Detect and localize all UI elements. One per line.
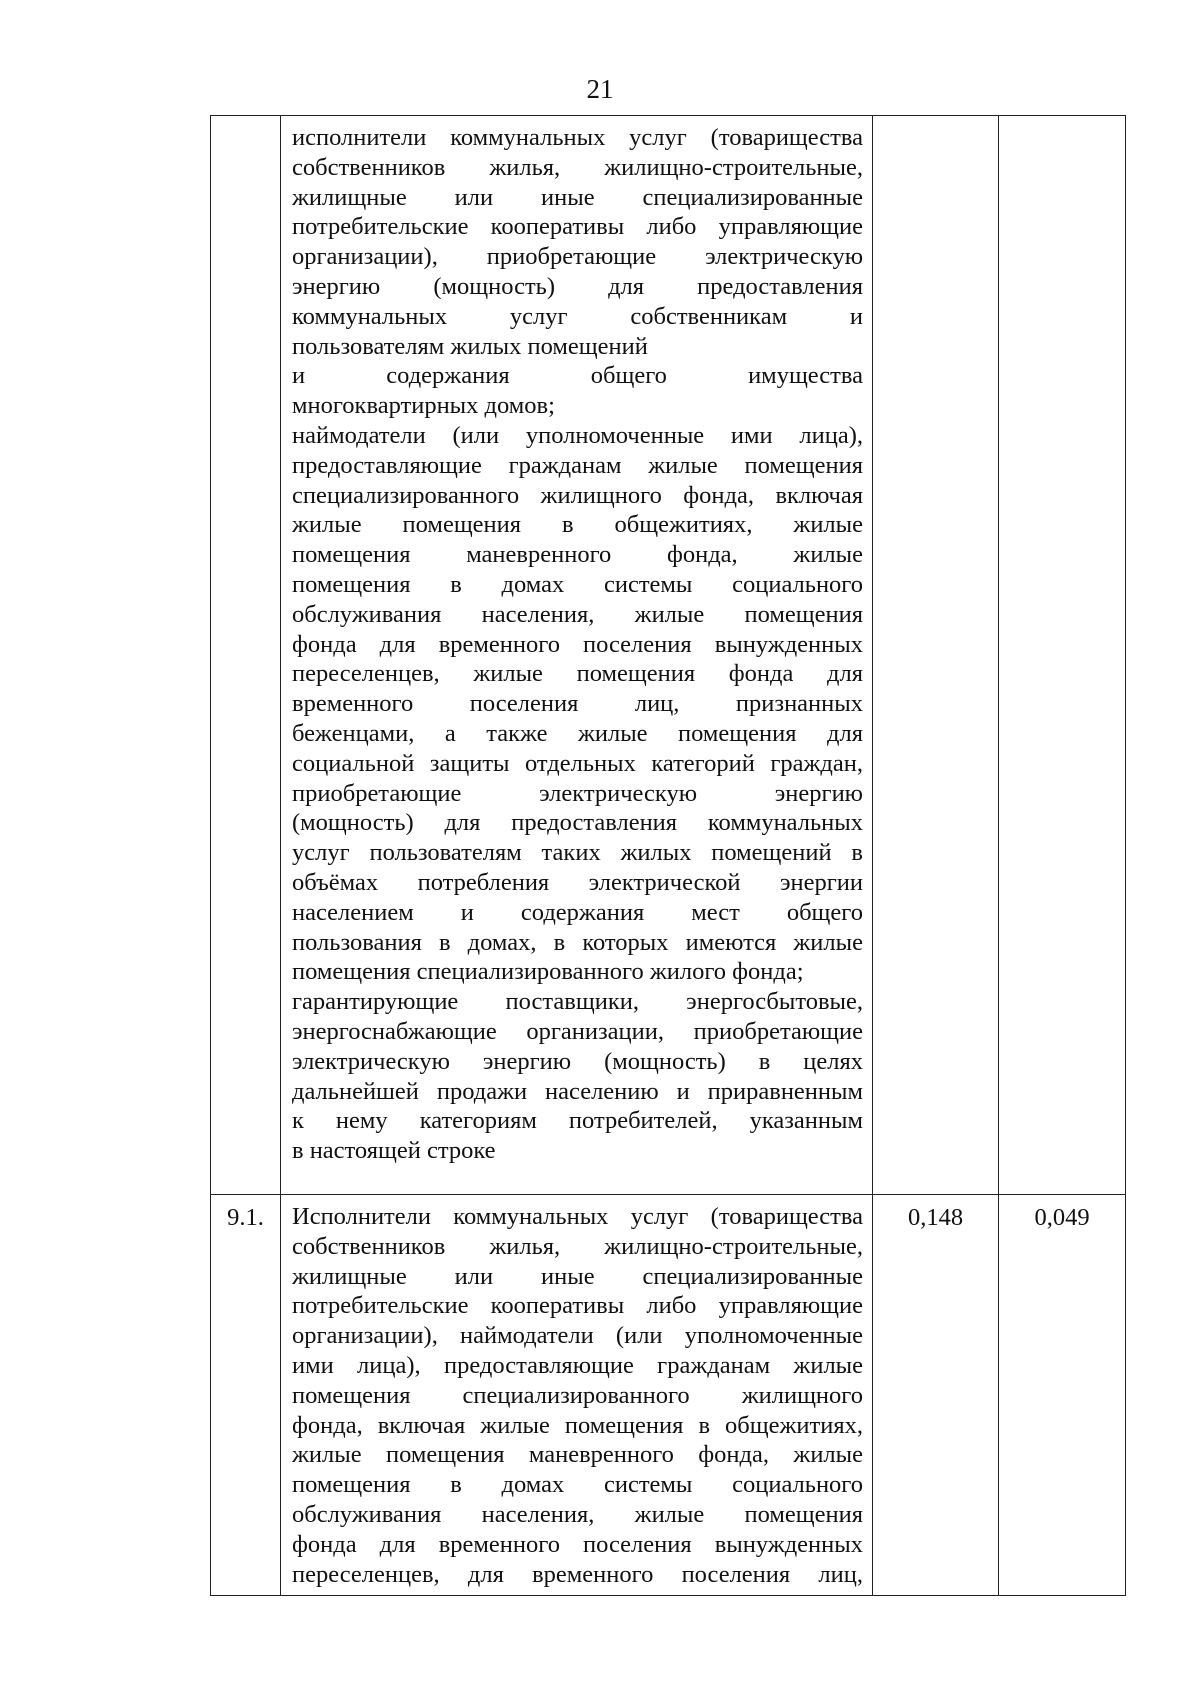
description-line: энергоснабжающие организации, приобретающие — [292, 1017, 863, 1045]
description-line: потребительские кооперативы либо управляющие — [292, 1292, 863, 1320]
description-line: беженцами, а также жилые помещения для — [292, 719, 863, 747]
description-line: объёмах потребления электрической энергии — [292, 868, 863, 896]
description-line: жилые помещения в общежитиях, жилые — [292, 511, 863, 539]
description-line: Исполнители коммунальных услуг (товарищества — [292, 1203, 863, 1230]
description-line: в настоящей строке — [292, 1137, 496, 1165]
description-line: гарантирующие поставщики, энергосбытовые, — [292, 988, 863, 1016]
tariff-table — [210, 115, 1126, 1596]
description-line: фонда, включая жилые помещения в общежитиях, — [292, 1411, 863, 1439]
description-line: потребительские кооперативы либо управляющие — [292, 213, 863, 241]
description-line: помещения специализированного жилого фонда; — [292, 958, 804, 986]
description-line: пользования в домах, в которых имеются жилые — [292, 928, 863, 956]
description-line: наймодатели (или уполномоченные ими лица), — [292, 421, 863, 449]
description-line: собственников жилья, жилищно-строительные, — [292, 153, 863, 181]
description-line: приобретающие электрическую энергию — [292, 779, 863, 807]
description-line: предоставляющие гражданам жилые помещения — [292, 451, 863, 479]
description-line: дальнейшей продажи населению и приравненным — [292, 1077, 863, 1105]
description-line: обслуживания населения, жилые помещения — [292, 1500, 863, 1528]
description-line: собственников жилья, жилищно-строительные, — [292, 1232, 863, 1260]
row-number-cell: 9.1. — [211, 1195, 281, 1596]
value-1-cell: 0,148 — [873, 1195, 999, 1596]
description-line: социальной защиты отдельных категорий граждан, — [292, 749, 863, 777]
description-line: электрическую энергию (мощность) в целях — [292, 1047, 863, 1075]
page-number: 21 — [586, 74, 614, 104]
description-line: переселенцев, для временного поселения лиц, — [292, 1560, 863, 1588]
description-line: услуг пользователям таких жилых помещений в — [292, 839, 863, 867]
description-line: жилищные или иные специализированные — [292, 183, 863, 211]
description-line: помещения специализированного жилищного — [292, 1381, 863, 1409]
description-line: населением и содержания мест общего — [292, 898, 863, 926]
value-1-cell — [873, 116, 999, 1195]
description-line: и содержания общего имущества — [292, 362, 863, 390]
description-line: жилищные или иные специализированные — [292, 1262, 863, 1290]
description-line: помещения в домах системы социального — [292, 570, 863, 598]
description-line: многоквартирных домов; — [292, 392, 555, 420]
row-description-cell — [281, 1195, 873, 1596]
description-line: ими лица), предоставляющие гражданам жилые — [292, 1351, 863, 1379]
description-line: к нему категориям потребителей, указанным — [292, 1107, 863, 1135]
description-line: коммунальных услуг собственникам и — [292, 302, 863, 330]
table-row — [211, 1195, 1126, 1596]
description-line: помещения маневренного фонда, жилые — [292, 541, 863, 569]
description-line: фонда для временного поселения вынужденных — [292, 1530, 863, 1558]
row-number-cell — [211, 116, 281, 1195]
row-description-cell — [281, 116, 873, 1195]
description-line: жилые помещения маневренного фонда, жилые — [292, 1441, 863, 1469]
description-line: фонда для временного поселения вынужденных — [292, 630, 863, 658]
value-2-cell: 0,049 — [999, 1195, 1126, 1596]
description-line: специализированного жилищного фонда, включая — [292, 481, 863, 509]
description-line: помещения в домах системы социального — [292, 1471, 863, 1499]
description-line: переселенцев, жилые помещения фонда для — [292, 660, 863, 688]
description-line: организации), приобретающие электрическую — [292, 243, 863, 271]
description-line: (мощность) для предоставления коммунальных — [292, 809, 863, 837]
description-line: обслуживания населения, жилые помещения — [292, 600, 863, 628]
description-line: организации), наймодатели (или уполномоченные — [292, 1322, 863, 1350]
description-line: исполнители коммунальных услуг (товарищества — [292, 124, 863, 151]
description-line: пользователям жилых помещений — [292, 332, 648, 360]
value-2-cell — [999, 116, 1126, 1195]
description-line: временного поселения лиц, признанных — [292, 690, 863, 718]
table-row — [211, 116, 1126, 1195]
description-line: энергию (мощность) для предоставления — [292, 272, 863, 300]
